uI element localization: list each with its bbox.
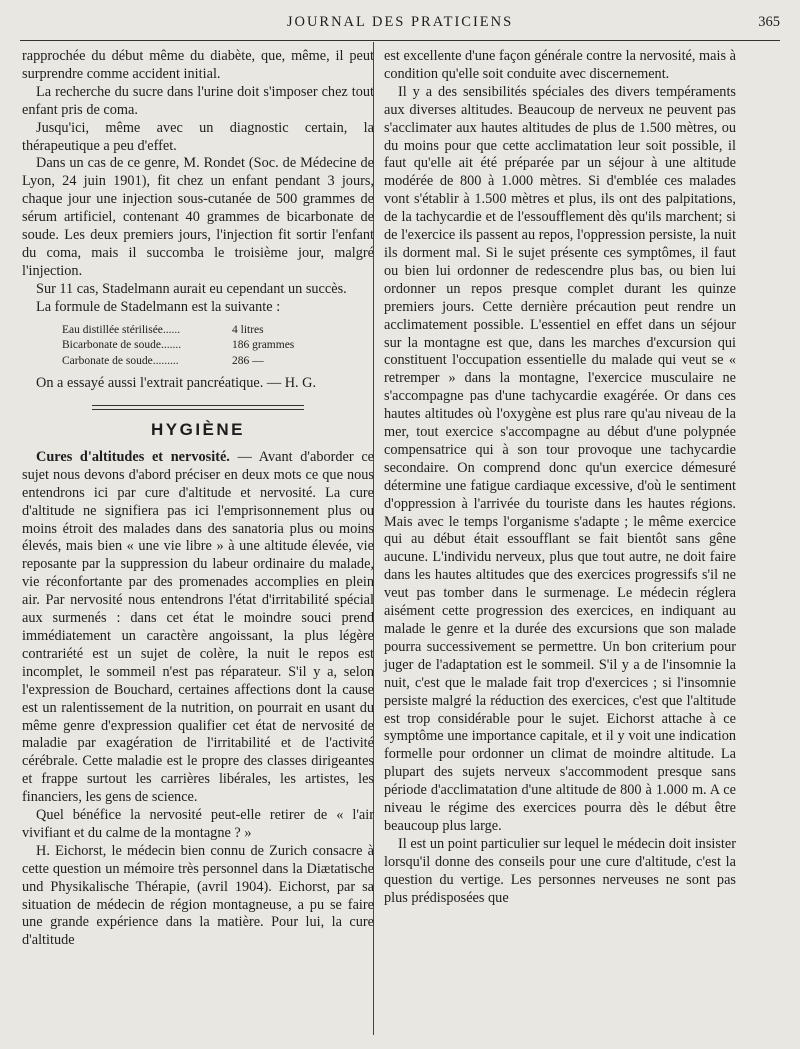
running-head [20, 14, 780, 34]
paragraph: Quel bénéfice la nervosité peut-elle retirer de « l'air vivifiant et du calme de la montagne ? » [22, 807, 374, 841]
paragraph: On a essayé aussi l'extrait pancréatique. — H. G. [36, 375, 317, 392]
paragraph: Sur 11 cas, Stadelmann aurait eu cependant un succès. [36, 280, 347, 297]
paragraph-text: — Avant d'aborder ce sujet nous devons d'abord préciser en deux mots ce que nous entendrons ici par cure d'altitude et nervosité. La cure d'altitude ne signifiera pas ici l'emprisonnement plus ou moins étroit des malades dans des sanatoria plus ou moins élevés, mais bien « une vie libre » à une altitude élevée, vie reposante par la suppression du labeur ordinaire du malade, vie réconfortante par des promenades accomplies en plein air. Par nervosité nous entendrons l'état d'irritabilité spécial aux surmenés : dans cet état le moindre souci prend immédiatement un caractère angoissant, la plus légère contrariété est un sujet de colère, la nuit le repos est incomplet, le sommeil n'est pas réparateur. S'il y a, selon l'expression de Bouchard, certaines affections dont la cause est un ralentissement de la nutrition, on pourrait en usant du même genre d'expression qualifier cet état de nervosité de maladie par exagération de l'irritabilité et de l'activité cérébrale. Cette maladie est le propre des classes dirigeantes et frappe surtout les carrières libérales, les artistes, les financiers, les gens de science. [22, 448, 375, 806]
paragraph: Dans un cas de ce genre, M. Rondet (Soc. de Médecine de Lyon, 24 juin 1901), fit chez un enfant pendant 3 jours, chaque jour une injection sous-cutanée de 500 grammes de sérum artificiel, contenant 40 grammes de bicarbonate de soude. Les deux premiers jours, l'injection fit sortir l'enfant du coma, mais il succomba le troisième jour, malgré l'injection. [22, 155, 374, 279]
paragraph: Il y a des sensibilités spéciales des divers tempéraments aux diverses altitudes. Beaucoup de nerveux ne peuvent pas s'acclimater aux hautes altitudes de plus de 1.500 mètres, ou du moins pour que cette acclimatation leur soit possible, il faut qu'elle ait été préparée par un séjour à une altitude modérée de 800 à 1.000 mètres. Si d'emblée ces malades vont s'établir à 1.500 mètres et plus, ils ont des palpitations, de la tachycardie et de l'essoufflement dès qu'ils marchent; si de l'exercice ils passent au repos, l'oppression persiste, la nuit ils dorment mal. Si le sujet présente ces symptômes, il faut ou bien lui ordonner de redescendre plus bas, ou bien lui ordonner un repos presque complet durant les quinze premiers jours. Cette dernière précaution peut rendre un acclimatement possible. L'essentiel en effet dans un séjour sur la montagne est que, dans les marches d'excursion qui constituent l'occupation essentielle du malade qui veut se « retremper » dans la montagne, l'exercice musculaire ne s'accompagne pas d'une tachycardie exagérée. Or dans ces hautes altitudes où l'oxygène est plus rare qu'au niveau de la mer, tout exercice s'accompagne au début d'une polypnée compensatrice qui à son tour provoque une tachycardie secondaire. On comprend donc qu'un exercice démesuré détermine une fatigue cardiaque excessive, d'où le sentiment d'oppression à l'arrivée du touriste dans les hautes régions. Mais avec le temps l'organisme s'adapte ; le même exercice qui au début était essoufflant se fait bientôt sans gêne aucune. L'individu nerveux, plus que tout autre, ne doit faire dans les hautes altitudes que des exercices progressifs s'il ne veut pas tomber dans le surmenage. Le médecin réglera aisément cette progression des exercices, en indiquant au malade le genre et la durée des excursions que son malade pourra successivement se permettre. Un bon criterium pour juger de l'adaptation est le sommeil. S'il y a de l'insomnie la nuit, c'est que le malade fait trop d'exercices ; si l'insomnie persiste malgré la réduction des exercices, c'est que l'altitude est trop considérable pour le sujet. Eichorst attache à ce symptôme une importance capitale, et il y voit une indication formelle pour ordonner un climat de moindre altitude. La plupart des sujets nerveux s'accommodent presque sans période d'acclimatation d'une altitude de 800 à 1.000 m. A ce niveau le régime des exercices pourra dès le début être beaucoup plus large. [384, 83, 736, 834]
section-title: HYGIÈNE [150, 420, 246, 439]
paragraph: H. Eichorst, le médecin bien connu de Zurich consacre à cette question un mémoire très personnel dans la Diætatische und Physikalische Thérapie, (avril 1904). Eichorst, par sa situation de médecin de région montagneuse, a pu se faire une grande expérience dans la matière. Pour lui, la cure d'altitude [22, 842, 374, 949]
header-rule [20, 40, 780, 41]
paragraph: La formule de Stadelmann est la suivante : [36, 298, 281, 315]
formula-qty: 4 litres [232, 323, 264, 336]
formula-item: Eau distillée stérilisée...... [62, 323, 181, 336]
formula-table [62, 323, 374, 370]
right-column [384, 48, 736, 908]
section-separator [22, 401, 374, 417]
formula-row [62, 354, 374, 370]
formula-item: Carbonate de soude......... [62, 354, 179, 367]
formula-item: Bicarbonate de soude....... [62, 339, 182, 352]
paragraph [22, 449, 374, 807]
journal-title: JOURNAL DES PRATICIENS [286, 14, 514, 30]
formula-row [62, 323, 374, 339]
left-column [22, 48, 374, 950]
paragraph: Il est un point particulier sur lequel le médecin doit insister lorsqu'il donne des conseils pour une cure d'altitude, c'est la question du vertige. Les personnes nerveuses ne sont pas plus prédisposées que [384, 835, 736, 906]
page-number: 365 [758, 14, 780, 30]
paragraph: rapprochée du début même du diabète, que, même, il peut surprendre comme accident initial. [22, 48, 374, 82]
paragraph: est excellente d'une façon générale contre la nervosité, mais à condition qu'elle soit conduite avec discernement. [384, 48, 736, 82]
paragraph: Jusqu'ici, même avec un diagnostic certain, la thérapeutique a peu d'effet. [22, 119, 374, 154]
formula-qty: 186 grammes [232, 339, 295, 352]
paragraph: La recherche du sucre dans l'urine doit s'imposer chez tout enfant pris de coma. [22, 83, 374, 118]
formula-row [62, 338, 374, 354]
article-title: Cures d'altitudes et nervosité. [36, 448, 230, 465]
formula-qty: 286 — [232, 354, 264, 367]
